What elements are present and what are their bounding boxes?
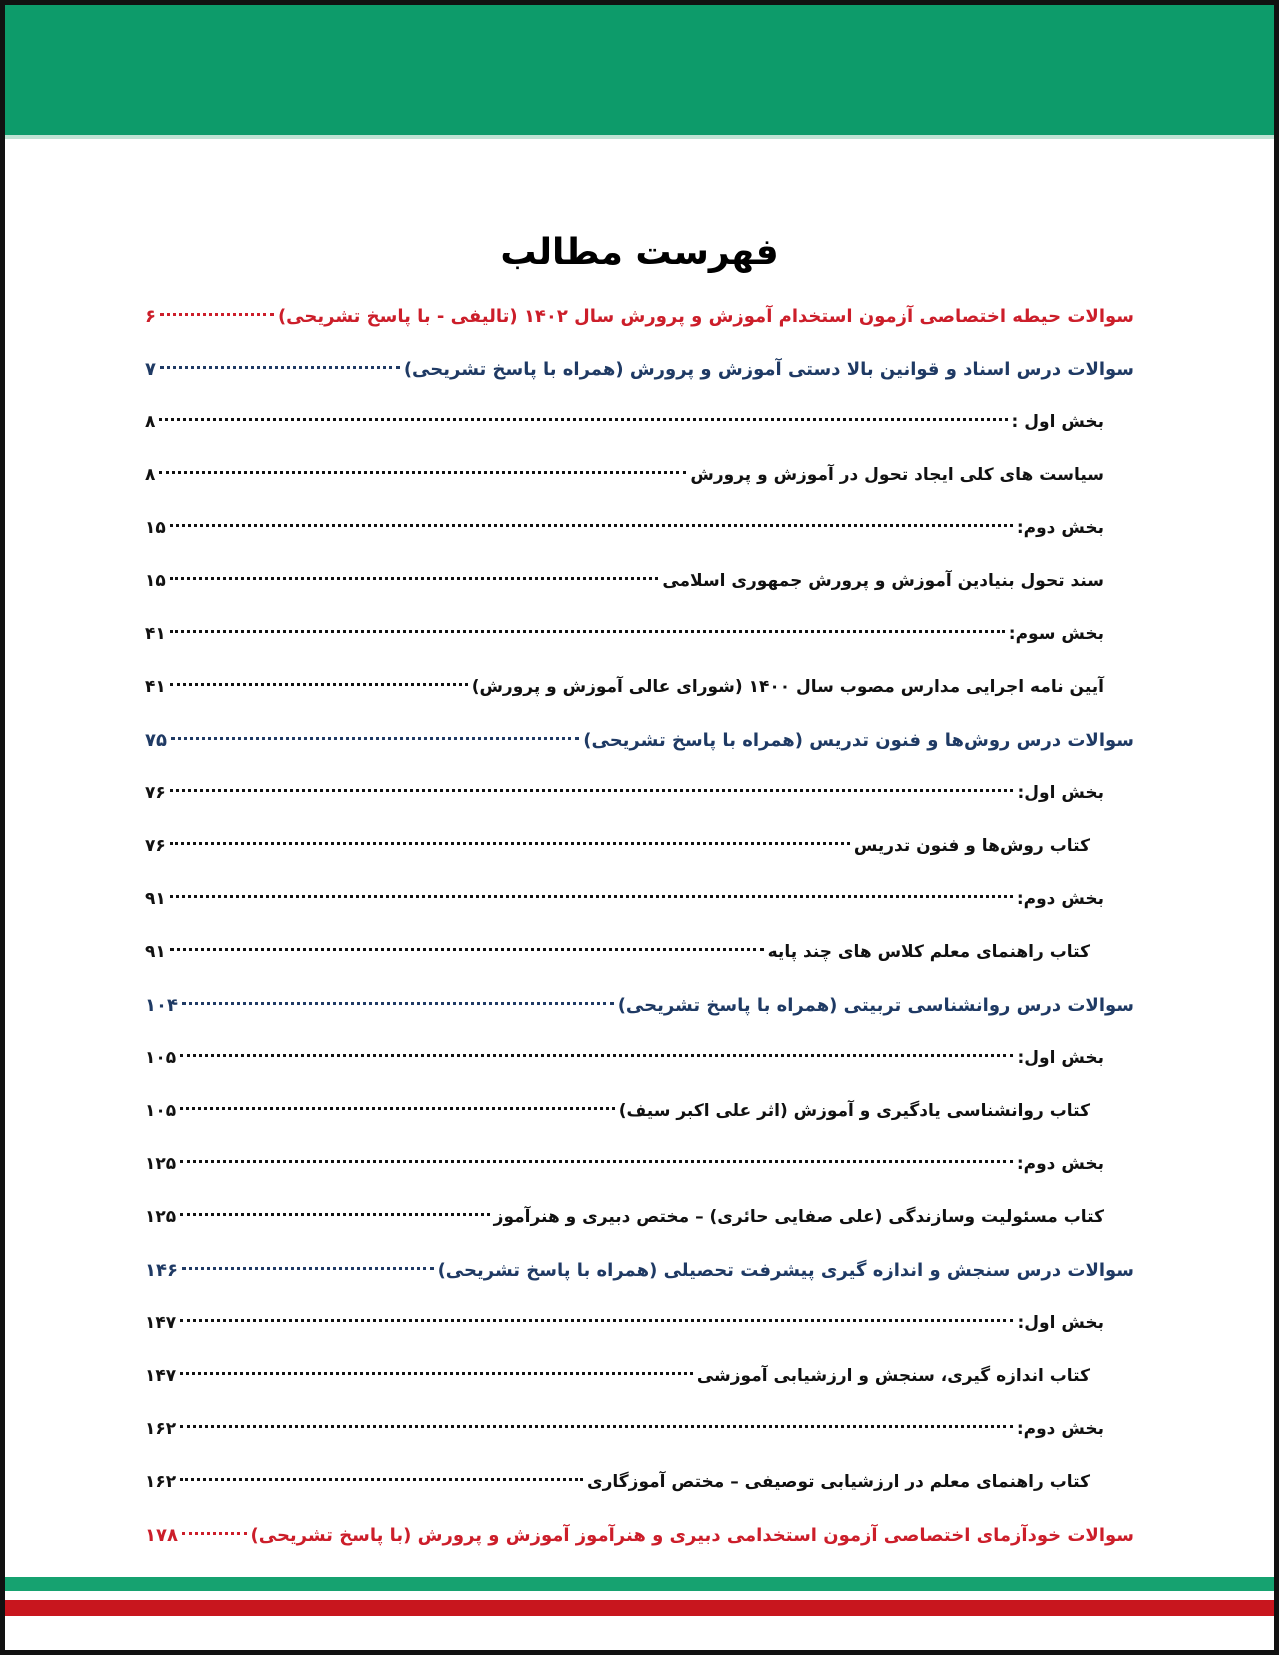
toc-entry[interactable] [145, 396, 1134, 449]
dot-leader [180, 1319, 1013, 1322]
toc-entry[interactable] [145, 608, 1134, 661]
toc-entry-page-number: ۷۶ [145, 836, 166, 856]
dot-leader [170, 948, 764, 951]
dot-leader [171, 737, 579, 740]
dot-leader [180, 1054, 1013, 1057]
toc-entry-page-number: ۴۱ [145, 677, 166, 697]
toc-entry-title: سوالات درس سنجش و اندازه گیری پیشرفت تحصیلی (همراه با پاسخ تشریحی) [437, 1260, 1134, 1281]
toc-entry-title: کتاب راهنمای معلم در ارزشیابی توصیفی – مختص آموزگاری [587, 1472, 1090, 1492]
dot-leader [182, 1267, 434, 1270]
toc-entry-page-number: ۱۵ [145, 518, 166, 538]
toc-entry-page-number: ۸ [145, 465, 156, 485]
toc-entry-page-number: ۷۶ [145, 783, 166, 803]
toc-entry-title: بخش دوم: [1016, 889, 1104, 909]
toc-entry[interactable] [145, 1403, 1134, 1456]
toc-entry-title: کتاب اندازه گیری، سنجش و ارزشیابی آموزشی [696, 1366, 1090, 1386]
toc-entry-title: بخش اول : [1011, 412, 1104, 432]
toc-entry-title: بخش دوم: [1016, 518, 1104, 538]
toc-entry-title: کتاب روانشناسی یادگیری و آموزش (اثر علی اکبر سیف) [618, 1101, 1090, 1121]
dot-leader [159, 471, 686, 474]
toc-entry-page-number: ۹۱ [145, 889, 166, 909]
dot-leader [170, 577, 659, 580]
footer-green-band [5, 1577, 1274, 1591]
toc-entry[interactable] [145, 1244, 1134, 1297]
dot-leader [170, 630, 1005, 633]
page-title: فهرست مطالب [500, 232, 779, 273]
toc-entry-page-number: ۱۵ [145, 571, 166, 591]
toc-entry[interactable] [145, 820, 1134, 873]
toc-entry-page-number: ۱۲۵ [145, 1154, 177, 1174]
dot-leader [180, 1372, 693, 1375]
dot-leader [160, 366, 400, 369]
toc-entry-page-number: ۱۶۲ [145, 1472, 177, 1492]
header-band-edge [5, 135, 1274, 139]
toc-entry-title: بخش اول: [1017, 783, 1104, 803]
toc-entry[interactable] [145, 290, 1134, 343]
toc-entry-page-number: ۷ [145, 359, 156, 380]
toc-entry-page-number: ۷۵ [145, 730, 167, 751]
toc-entry-title: سوالات حیطه اختصاصی آزمون استخدام آموزش و پرورش سال ۱۴۰۲ (تالیفی - با پاسخ تشریحی) [277, 306, 1134, 327]
toc-entry[interactable] [145, 1297, 1134, 1350]
toc-entry[interactable] [145, 714, 1134, 767]
toc-entry-title: سوالات درس روش‌ها و فنون تدریس (همراه با پاسخ تشریحی) [583, 730, 1134, 751]
toc-entry-page-number: ۶ [145, 306, 156, 327]
toc-entry-title: آیین نامه اجرایی مدارس مصوب سال ۱۴۰۰ (شورای عالی آموزش و پرورش) [471, 677, 1104, 697]
toc-entry-page-number: ۹۱ [145, 942, 166, 962]
toc-entry[interactable] [145, 1350, 1134, 1403]
toc-entry-title: بخش اول: [1017, 1313, 1104, 1333]
toc-entry-page-number: ۱۴۷ [145, 1366, 177, 1386]
toc-entry-page-number: ۱۰۵ [145, 1048, 177, 1068]
toc-entry-page-number: ۱۰۵ [145, 1101, 177, 1121]
header-band [5, 5, 1274, 135]
toc-entry-page-number: ۱۴۶ [145, 1260, 178, 1281]
toc-entry[interactable] [145, 979, 1134, 1032]
toc-entry-page-number: ۴۱ [145, 624, 166, 644]
toc-entry-title: کتاب راهنمای معلم کلاس های چند پایه [767, 942, 1090, 962]
toc-entry-title: بخش دوم: [1016, 1154, 1104, 1174]
dot-leader [170, 895, 1013, 898]
toc-entry[interactable] [145, 661, 1134, 714]
toc-entry-title: بخش سوم: [1008, 624, 1104, 644]
dot-leader [170, 524, 1013, 527]
dot-leader [170, 842, 850, 845]
toc-entry-page-number: ۱۶۲ [145, 1419, 177, 1439]
toc-entry[interactable] [145, 1085, 1134, 1138]
toc-entry-page-number: ۱۴۷ [145, 1313, 177, 1333]
dot-leader [180, 1425, 1013, 1428]
toc-entry-title: سند تحول بنیادین آموزش و پرورش جمهوری اسلامی [662, 571, 1104, 591]
dot-leader [170, 683, 468, 686]
toc-entry[interactable] [145, 343, 1134, 396]
dot-leader [180, 1107, 615, 1110]
toc-entry-title: بخش دوم: [1016, 1419, 1104, 1439]
dot-leader [180, 1213, 490, 1216]
toc-entry[interactable] [145, 926, 1134, 979]
toc-entry-title: بخش اول: [1017, 1048, 1104, 1068]
toc-entry-title: سوالات درس اسناد و قوانین بالا دستی آموزش و پرورش (همراه با پاسخ تشریحی) [403, 359, 1134, 380]
toc-entry[interactable] [145, 502, 1134, 555]
dot-leader [160, 313, 274, 316]
toc-entry[interactable] [145, 1138, 1134, 1191]
table-of-contents [145, 290, 1134, 1562]
footer-gap [5, 1591, 1274, 1600]
dot-leader [182, 1002, 614, 1005]
toc-entry[interactable] [145, 873, 1134, 926]
footer-red-band [5, 1600, 1274, 1616]
toc-entry[interactable] [145, 1456, 1134, 1509]
toc-entry-title: کتاب مسئولیت وسازندگی (علی صفایی حائری) – مختص دبیری و هنرآموز [493, 1207, 1104, 1227]
toc-entry[interactable] [145, 449, 1134, 502]
dot-leader [159, 418, 1007, 421]
toc-entry[interactable] [145, 555, 1134, 608]
toc-entry-page-number: ۱۲۵ [145, 1207, 177, 1227]
toc-entry-title: کتاب روش‌ها و فنون تدریس [853, 836, 1090, 856]
toc-entry[interactable] [145, 767, 1134, 820]
dot-leader [182, 1532, 247, 1535]
toc-entry[interactable] [145, 1032, 1134, 1085]
dot-leader [180, 1478, 583, 1481]
dot-leader [170, 789, 1014, 792]
toc-entry[interactable] [145, 1191, 1134, 1244]
toc-entry-title: سوالات خودآزمای اختصاصی آزمون استخدامی دبیری و هنرآموز آموزش و پرورش (با پاسخ تشریحی) [250, 1525, 1134, 1546]
dot-leader [180, 1160, 1013, 1163]
toc-entry-page-number: ۸ [145, 412, 156, 432]
toc-entry-page-number: ۱۷۸ [145, 1525, 178, 1546]
toc-entry-title: سیاست های کلی ایجاد تحول در آموزش و پرورش [690, 465, 1104, 485]
toc-entry-page-number: ۱۰۴ [145, 995, 178, 1016]
toc-entry-title: سوالات درس روانشناسی تربیتی (همراه با پاسخ تشریحی) [617, 995, 1134, 1016]
toc-entry[interactable] [145, 1509, 1134, 1562]
